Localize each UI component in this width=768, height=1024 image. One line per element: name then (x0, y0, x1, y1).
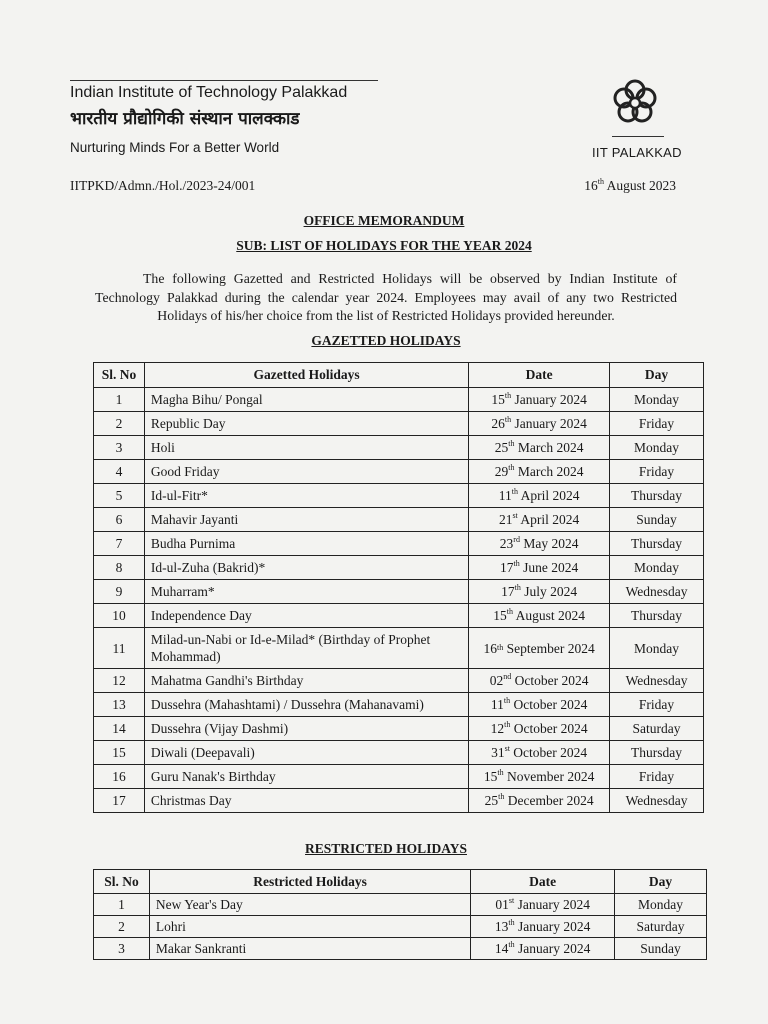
memo-date: 16th August 2023 (584, 177, 676, 193)
table-row (94, 508, 704, 532)
cell-date: 14th January 2024 (471, 938, 615, 960)
cell-sl-no: 5 (94, 484, 145, 508)
cell-holiday-name: Muharram* (144, 580, 468, 604)
cell-day: Wednesday (610, 789, 704, 813)
table-header-row (94, 363, 704, 388)
cell-day: Thursday (610, 484, 704, 508)
header-day: Day (615, 870, 707, 894)
cell-date: 29th March 2024 (469, 460, 610, 484)
table-row (94, 628, 704, 669)
cell-holiday-name: Mahavir Jayanti (144, 508, 468, 532)
cell-sl-no: 6 (94, 508, 145, 532)
cell-day: Friday (610, 693, 704, 717)
table-row (94, 532, 704, 556)
memo-title: OFFICE MEMORANDUM (303, 213, 465, 228)
restricted-holidays-table (93, 869, 707, 960)
cell-holiday-name: Holi (144, 436, 468, 460)
cell-date: 15th January 2024 (469, 388, 610, 412)
table-row (94, 717, 704, 741)
institute-name-hindi: भारतीय प्रौद्योगिकी संस्थान पालक्काड (70, 109, 300, 129)
restricted-holidays-title: RESTRICTED HOLIDAYS (305, 841, 467, 856)
cell-sl-no: 17 (94, 789, 145, 813)
table-row (94, 556, 704, 580)
logo-caption: IIT PALAKKAD (592, 145, 682, 160)
cell-sl-no: 8 (94, 556, 145, 580)
cell-day: Thursday (610, 604, 704, 628)
table-row (94, 894, 707, 916)
cell-holiday-name: Id-ul-Fitr* (144, 484, 468, 508)
header-sl-no: Sl. No (94, 870, 150, 894)
table-row (94, 436, 704, 460)
cell-sl-no: 2 (94, 412, 145, 436)
table-row (94, 580, 704, 604)
cell-sl-no: 3 (94, 436, 145, 460)
cell-day: Wednesday (610, 580, 704, 604)
letterhead-rule (70, 80, 378, 81)
table-row (94, 460, 704, 484)
cell-day: Monday (610, 556, 704, 580)
cell-holiday-name: Id-ul-Zuha (Bakrid)* (144, 556, 468, 580)
cell-holiday-name: Budha Purnima (144, 532, 468, 556)
cell-date: 15th November 2024 (469, 765, 610, 789)
header-date: Date (469, 363, 610, 388)
cell-date: 31st October 2024 (469, 741, 610, 765)
table-row (94, 693, 704, 717)
cell-date: 12th October 2024 (469, 717, 610, 741)
memo-subject: SUB: LIST OF HOLIDAYS FOR THE YEAR 2024 (236, 238, 532, 253)
cell-day: Wednesday (610, 669, 704, 693)
cell-date: 11th October 2024 (469, 693, 610, 717)
cell-date: 21st April 2024 (469, 508, 610, 532)
reference-number: IITPKD/Admn./Hol./2023-24/001 (70, 178, 256, 193)
cell-date: 15th August 2024 (469, 604, 610, 628)
table-row (94, 741, 704, 765)
table-row (94, 412, 704, 436)
cell-sl-no: 9 (94, 580, 145, 604)
cell-date: 23rd May 2024 (469, 532, 610, 556)
cell-date: 13th January 2024 (471, 916, 615, 938)
cell-holiday-name: Magha Bihu/ Pongal (144, 388, 468, 412)
cell-sl-no: 1 (94, 388, 145, 412)
cell-date: 25th March 2024 (469, 436, 610, 460)
cell-day: Saturday (610, 717, 704, 741)
table-row (94, 604, 704, 628)
iit-palakkad-logo-icon (610, 76, 660, 130)
header-sl-no: Sl. No (94, 363, 145, 388)
cell-day: Sunday (615, 938, 707, 960)
logo-rule (612, 136, 664, 137)
cell-holiday-name: Good Friday (144, 460, 468, 484)
cell-day: Monday (610, 628, 704, 669)
cell-day: Monday (610, 436, 704, 460)
cell-sl-no: 11 (94, 628, 145, 669)
table-row (94, 916, 707, 938)
cell-sl-no: 7 (94, 532, 145, 556)
gazetted-holidays-title: GAZETTED HOLIDAYS (311, 333, 461, 348)
cell-sl-no: 10 (94, 604, 145, 628)
cell-sl-no: 14 (94, 717, 145, 741)
cell-sl-no: 13 (94, 693, 145, 717)
table-row (94, 938, 707, 960)
cell-day: Monday (615, 894, 707, 916)
cell-day: Sunday (610, 508, 704, 532)
cell-date: 02nd October 2024 (469, 669, 610, 693)
cell-sl-no: 4 (94, 460, 145, 484)
header-holiday: Gazetted Holidays (144, 363, 468, 388)
cell-holiday-name: Mahatma Gandhi's Birthday (144, 669, 468, 693)
institute-tagline: Nurturing Minds For a Better World (70, 140, 280, 155)
header-day: Day (610, 363, 704, 388)
cell-holiday-name: Milad-un-Nabi or Id-e-Milad* (Birthday of Prophet Mohammad) (144, 628, 468, 669)
table-row (94, 484, 704, 508)
cell-sl-no: 2 (94, 916, 150, 938)
cell-holiday-name: Guru Nanak's Birthday (144, 765, 468, 789)
memo-paragraph: The following Gazetted and Restricted Holidays will be observed by Indian Institute of Technology Palakkad during the calendar year 2024. Employees may avail of any two Restricted Holidays of his/her choice from the list of Restricted Holidays provided hereunder. (95, 271, 677, 323)
cell-sl-no: 16 (94, 765, 145, 789)
cell-sl-no: 12 (94, 669, 145, 693)
table-row (94, 669, 704, 693)
institute-name-english: Indian Institute of Technology Palakkad (70, 84, 348, 101)
cell-date: 17th June 2024 (469, 556, 610, 580)
cell-day: Friday (610, 460, 704, 484)
cell-date: 16th September 2024 (469, 628, 610, 669)
cell-date: 01st January 2024 (471, 894, 615, 916)
cell-holiday-name: Christmas Day (144, 789, 468, 813)
cell-sl-no: 1 (94, 894, 150, 916)
table-row (94, 765, 704, 789)
gazetted-holidays-table (93, 362, 704, 813)
cell-holiday-name: Dussehra (Vijay Dashmi) (144, 717, 468, 741)
cell-day: Friday (610, 412, 704, 436)
cell-day: Saturday (615, 916, 707, 938)
cell-sl-no: 3 (94, 938, 150, 960)
header-holiday: Restricted Holidays (149, 870, 470, 894)
cell-date: 17th July 2024 (469, 580, 610, 604)
table-row (94, 388, 704, 412)
cell-day: Monday (610, 388, 704, 412)
table-header-row (94, 870, 707, 894)
cell-date: 26th January 2024 (469, 412, 610, 436)
cell-holiday-name: Makar Sankranti (149, 938, 470, 960)
cell-holiday-name: Lohri (149, 916, 470, 938)
cell-holiday-name: Diwali (Deepavali) (144, 741, 468, 765)
cell-date: 25th December 2024 (469, 789, 610, 813)
table-row (94, 789, 704, 813)
cell-day: Thursday (610, 741, 704, 765)
cell-holiday-name: Independence Day (144, 604, 468, 628)
cell-holiday-name: Republic Day (144, 412, 468, 436)
cell-date: 11th April 2024 (469, 484, 610, 508)
cell-holiday-name: New Year's Day (149, 894, 470, 916)
cell-holiday-name: Dussehra (Mahashtami) / Dussehra (Mahanavami) (144, 693, 468, 717)
cell-day: Friday (610, 765, 704, 789)
header-date: Date (471, 870, 615, 894)
cell-sl-no: 15 (94, 741, 145, 765)
cell-day: Thursday (610, 532, 704, 556)
